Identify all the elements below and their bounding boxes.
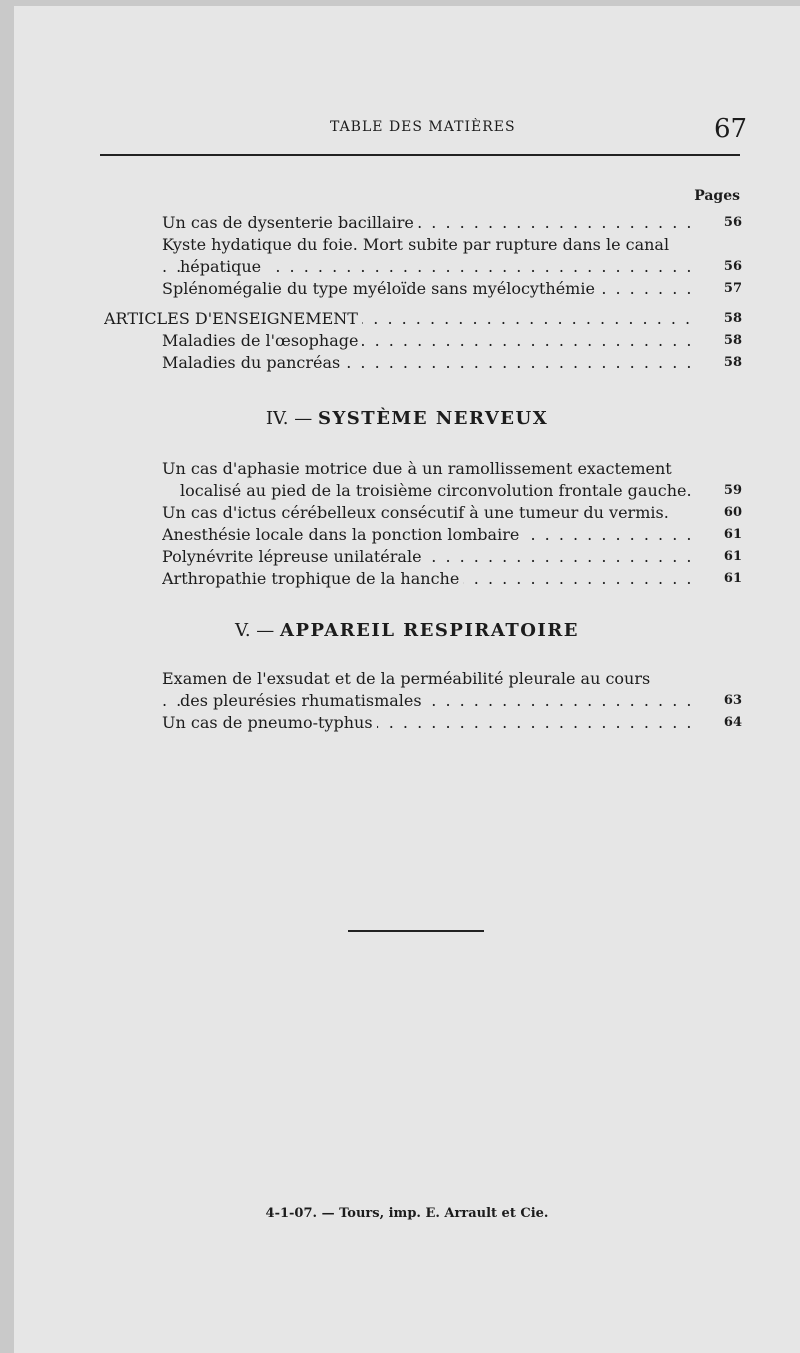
toc-line <box>162 278 742 300</box>
section-number: V. — <box>235 620 275 641</box>
section-name: APPAREIL RESPIRATOIRE <box>280 620 579 641</box>
running-title: TABLE DES MATIÈRES <box>330 119 516 135</box>
pages-column-label: Pages <box>694 188 740 204</box>
toc-line <box>162 524 742 546</box>
entry-page: 64 <box>702 712 742 734</box>
entry-page: 61 <box>702 546 742 568</box>
entry-title: Kyste hydatique du foie. Mort subite par rupture dans le canal <box>162 235 670 254</box>
entry-page: 56 <box>702 256 742 278</box>
toc-line <box>162 502 742 524</box>
toc-entry <box>162 524 742 546</box>
toc-line <box>162 568 742 590</box>
toc-line <box>162 690 742 712</box>
toc-entry <box>162 352 742 374</box>
toc-entry <box>162 278 742 300</box>
section-heading <box>14 408 800 430</box>
toc-line <box>162 480 742 502</box>
toc-line <box>162 330 742 352</box>
entry-title: Anesthésie locale dans la ponction lombaire <box>162 525 523 544</box>
entry-title-continued: localisé au pied de la troisième circonvolution frontale gauche. <box>180 481 692 500</box>
entry-page: 61 <box>702 568 742 590</box>
entry-title: Splénomégalie du type myéloïde sans myélocythémie <box>162 279 599 298</box>
entry-page: 58 <box>702 330 742 352</box>
entry-title: Maladies de l'œsophage <box>162 331 362 350</box>
entry-title: Arthropathie trophique de la hanche <box>162 569 463 588</box>
toc-entry <box>162 502 742 524</box>
entry-title-continued: hépatique <box>180 257 265 276</box>
toc-entry-heading <box>104 308 742 330</box>
entry-page: 60 <box>702 502 742 524</box>
entry-title: Un cas de pneumo-typhus <box>162 713 377 732</box>
entry-page: 57 <box>702 278 742 300</box>
toc-entry <box>162 212 742 234</box>
toc-line <box>162 212 742 234</box>
entry-title-continued: des pleurésies rhumatismales <box>180 691 426 710</box>
entry-page: 63 <box>702 690 742 712</box>
toc-line <box>162 712 742 734</box>
toc-line <box>162 352 742 374</box>
entry-title: ARTICLES D'ENSEIGNEMENT <box>104 309 362 328</box>
entry-title: Un cas d'ictus cérébelleux consécutif à une tumeur du vermis. <box>162 503 669 522</box>
toc-line <box>162 256 742 278</box>
toc-entry <box>162 458 742 502</box>
toc-entry <box>162 712 742 734</box>
entry-title: Examen de l'exsudat et de la perméabilité pleurale au cours <box>162 669 651 688</box>
end-rule <box>348 930 484 932</box>
header-rule <box>100 154 740 156</box>
entry-page: 59 <box>702 480 742 502</box>
section-heading <box>14 620 800 642</box>
printer-imprint: 4-1-07. — Tours, imp. E. Arrault et Cie. <box>265 1206 549 1221</box>
entry-title: Un cas de dysenterie bacillaire <box>162 213 418 232</box>
entry-page: 58 <box>702 352 742 374</box>
toc-entry <box>162 568 742 590</box>
entry-title: Un cas d'aphasie motrice due à un ramollissement exactement <box>162 459 672 478</box>
toc-entry <box>162 546 742 568</box>
section-name: SYSTÈME NERVEUX <box>317 408 549 429</box>
entry-page: 56 <box>702 212 742 234</box>
toc-line <box>162 546 742 568</box>
entry-title: Maladies du pancréas <box>162 353 344 372</box>
section-number: IV. — <box>265 408 313 429</box>
toc-entry <box>162 330 742 352</box>
entry-title: Polynévrite lépreuse unilatérale <box>162 547 426 566</box>
toc-line <box>162 234 742 256</box>
toc-entry <box>162 668 742 712</box>
entry-page: 61 <box>702 524 742 546</box>
toc-line <box>104 308 742 330</box>
toc-line <box>162 668 742 690</box>
toc-entry <box>162 234 742 278</box>
entry-page: 58 <box>702 308 742 330</box>
page-number: 67 <box>714 114 748 144</box>
page <box>14 6 800 1353</box>
toc-line <box>162 458 742 480</box>
